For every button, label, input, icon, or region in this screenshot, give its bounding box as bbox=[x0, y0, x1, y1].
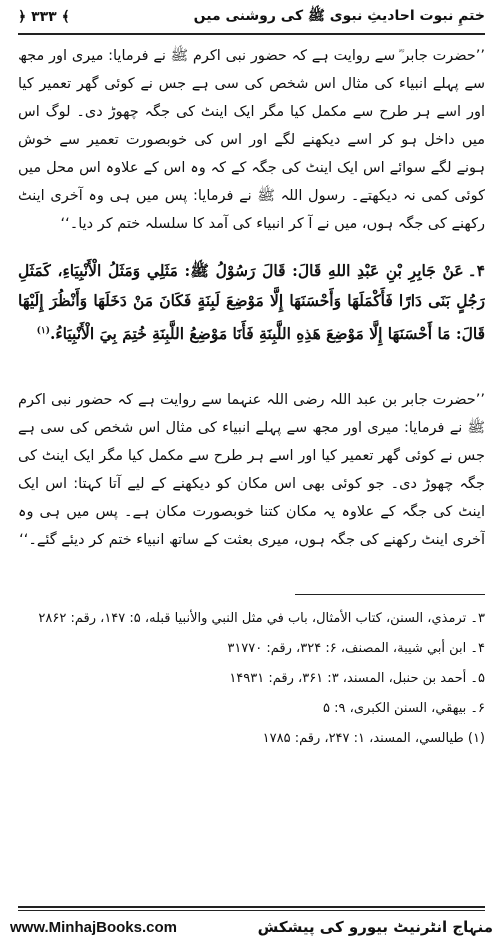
footnote-item: ۶۔ بيهقي، السنن الكبرى، ۹: ۵ bbox=[323, 701, 485, 716]
running-header bbox=[18, 4, 485, 30]
arabic-hadith-text: عَنْ جَابِرِ بْنِ عَبْدِ اللهِ قَالَ: قَالَ رَسُوْلُ ﷺ: مَثَلِي وَمَثَلُ الْأَنْبِيَاءِ، كَمَثَلِ رَجُلٍ بَنَى دَارًا فَأَكْمَلَهَا وَأَحْسَنَهَا إِلَّا مَوْضِعَ لَبِنَةٍ فَكَانَ مَنْ دَخَلَهَا وَأَنْظُرَ إِلَيْهَا قَالَ: مَا أَحْسَنَهَا إِلَّا مَوْضِعَ هَذِهِ اللَّبِنَةِ فَأَنَا مَوْضِعُ اللَّبِنَةِ خُتِمَ بِيَ الْأَنْبِيَاءُ. bbox=[18, 261, 485, 344]
urdu-translation-2: ’’حضرت جابر بن عبد اللہ رضی اللہ عنہما سے روایت ہے کہ حضور نبی اکرم ﷺ نے فرمایا: میری اور مجھ سے پہلے انبیاء کی مثال اس شخص کی سی ہے جس نے کوئی گھر تعمیر کیا اور اسے ہر طرح سے مکمل کیا مگر ایک اینٹ کی جگہ چھوڑ دی۔ جو کوئی بھی اس مکان کو دیکھنے کے لیے آتا کہتا: اس ایک اینٹ کی جگہ کے علاوہ یہ مکان کتنا خوبصورت مکان ہے۔ پس میں ہی وہ آخری اینٹ رکھنے کی جگہ ہوں، میری بعثت کے ساتھ انبیاء ختم کر دیئے گئے۔‘‘ bbox=[18, 392, 485, 548]
footnote-separator bbox=[295, 594, 485, 595]
arabic-hadith bbox=[18, 256, 485, 380]
footnote-item: (۱) طيالسي، المسند، ۱: ۲۴۷، رقم: ۱۷۸۵ bbox=[262, 731, 485, 746]
hadith-number: ۴۔ bbox=[467, 261, 485, 280]
chapter-title: ختمِ نبوت احادیثِ نبوی ﷺ کی روشنی میں bbox=[193, 8, 485, 24]
footnote-marker[interactable]: (۱) bbox=[36, 326, 50, 336]
page-number: ﴿ ۳۳۳ ﴾ bbox=[18, 9, 70, 25]
website-link[interactable]: www.MinhajBooks.com bbox=[10, 918, 177, 936]
footer-rule-thin bbox=[18, 910, 485, 911]
footnote-item: ۳۔ ترمذي، السنن، كتاب الأمثال، باب في مثل النبي والأنبيا قبله، ۵: ۱۴۷، رقم: ۲۸۶۲ bbox=[38, 611, 485, 626]
page-footer bbox=[10, 912, 493, 942]
footnote-item: ۵۔ أحمد بن حنبل، المسند، ۳: ۳۶۱، رقم: ۱۴۹۳۱ bbox=[229, 671, 485, 686]
urdu-translation-1: ’’حضرت جابر ؓ سے روایت ہے کہ حضور نبی اکرم ﷺ نے فرمایا: میری اور مجھ سے پہلے انبیاء کی مثال اس شخص کی سی ہے جس نے کوئی گھر تعمیر کیا اور اسے ہر طرح سے مکمل کیا مگر ایک اینٹ کی جگہ چھوڑ دی۔ لوگ اس میں داخل ہو کر اسے دیکھنے لگے اور اس کی خوبصورت تعمیر سے خوش ہونے لگے سوائے اس ایک اینٹ کی جگہ کے کہ وہ اس کے علاوہ اس محل میں کوئی کمی نہ دیکھتے۔ رسول اللہ ﷺ نے فرمایا: پس میں ہی وہ آخری اینٹ رکھنے کی جگہ ہوں، میں نے آ کر انبیاء کی آمد کا سلسلہ ختم کر دیا۔‘‘ bbox=[18, 48, 485, 232]
header-rule bbox=[18, 33, 485, 35]
footnotes bbox=[18, 604, 485, 754]
publisher-credit: منہاج انٹرنیٹ بیورو کی پیشکش bbox=[257, 918, 493, 936]
footnote-item: ۴۔ ابن أبي شيبة، المصنف، ۶: ۳۲۴، رقم: ۳۱۷۷۰ bbox=[227, 641, 485, 656]
footer-rule bbox=[18, 906, 485, 908]
